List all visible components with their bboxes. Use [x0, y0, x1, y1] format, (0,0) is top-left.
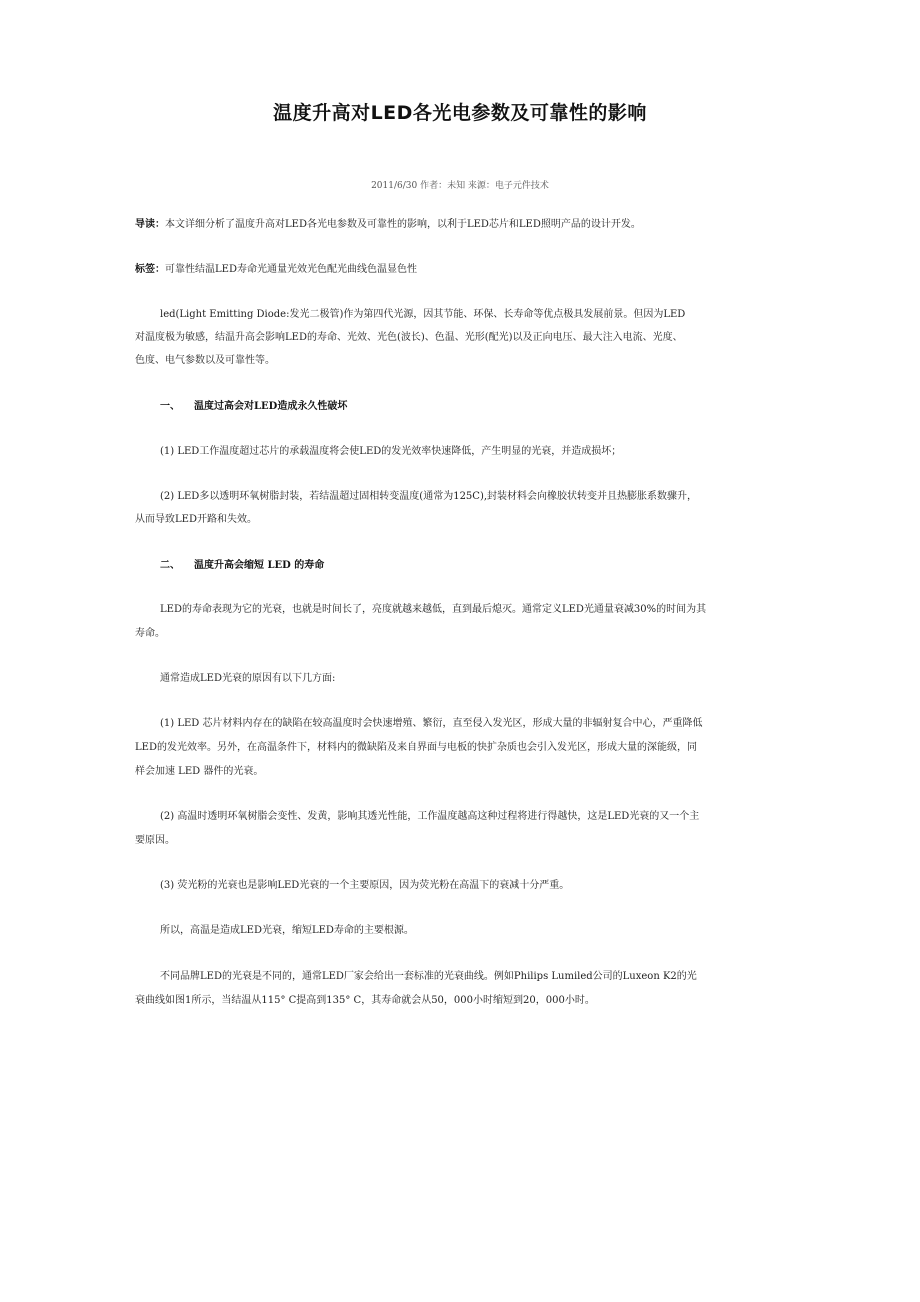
s2-paragraph-1-line-1: LED的寿命表现为它的光衰，也就是时间长了，亮度就越来越低，直到最后熄灭。通常定义LED光通量衰减30%的时间为其	[160, 604, 707, 615]
s2-paragraph-7-line-2: 衰曲线如图1所示，当结温从115° C提高到135° C，其寿命就会从50，000小时缩短到20，000小时。	[135, 995, 595, 1006]
s2-paragraph-1-line-2: 寿命。	[135, 628, 165, 639]
lead-paragraph	[135, 214, 785, 236]
section-2-number: 二、	[160, 560, 180, 571]
s2-paragraph-4-line-2: 要原因。	[135, 835, 175, 846]
s1-paragraph-2-line-2: 从而导致LED开路和失效。	[135, 514, 257, 525]
s2-paragraph-6: 所以，高温是造成LED光衰，缩短LED寿命的主要根源。	[160, 925, 414, 936]
section-1-title: 温度过高会对LED造成永久性破坏	[194, 401, 348, 412]
section-1-heading	[160, 396, 785, 418]
s1-paragraph-1: (1) LED工作温度超过芯片的承载温度将会使LED的发光效率快速降低，产生明显的光衰，并造成损坏；	[160, 446, 622, 457]
article-meta: 2011/6/30 作者：未知 来源：电子元件技术	[371, 181, 549, 191]
tags-paragraph	[135, 259, 785, 281]
s2-paragraph-3-line-1: (1) LED 芯片材料内存在的缺陷在较高温度时会快速增殖、繁衍，直至侵入发光区，形成大量的非辐射复合中心，严重降低	[160, 718, 703, 729]
lead-label: 导读：	[135, 219, 165, 230]
s2-paragraph-3-line-2: LED的发光效率。另外，在高温条件下，材料内的微缺陷及来自界面与电板的快扩杂质也会引入发光区，形成大量的深能级，同	[135, 742, 697, 753]
article-title: 温度升高对LED各光电参数及可靠性的影响	[273, 102, 647, 124]
s2-paragraph-2: 通常造成LED光衰的原因有以下几方面:	[160, 673, 336, 684]
tags-text: 可靠性结温LED寿命光通量光效光色配光曲线色温显色性	[165, 264, 417, 275]
section-2-title: 温度升高会缩短 LED 的寿命	[194, 560, 325, 571]
section-2-heading	[160, 555, 785, 577]
s1-paragraph-2-line-1: (2) LED多以透明环氧树脂封装，若结温超过固相转变温度(通常为125C),封装材料会向橡胶状转变并且热膨胀系数骤升，	[160, 491, 698, 502]
s2-paragraph-3-line-3: 样会加速 LED 器件的光衰。	[135, 766, 264, 777]
intro-line-2: 对温度极为敏感，结温升高会影响LED的寿命、光效、光色(波长)、色温、光形(配光)以及正向电压、最大注入电流、光度、	[135, 332, 683, 343]
s2-paragraph-4-line-1: (2) 高温时透明环氧树脂会变性、发黄，影响其透光性能，工作温度越高这种过程将进行得越快，这是LED光衰的又一个主	[160, 811, 700, 822]
section-1-number: 一、	[160, 401, 180, 412]
intro-line-1: led(Light Emitting Diode:发光二极管)作为第四代光源，因其节能、环保、长寿命等优点极具发展前景。但因为LED	[160, 309, 686, 320]
lead-text: 本文详细分析了温度升高对LED各光电参数及可靠性的影响，以利于LED芯片和LED照明产品的设计开发。	[165, 219, 641, 230]
s2-paragraph-7-line-1: 不同品牌LED的光衰是不同的，通常LED厂家会给出一套标准的光衰曲线。例如Philips Lumiled公司的Luxeon K2的光	[160, 971, 697, 982]
tags-label: 标签：	[135, 264, 165, 275]
s2-paragraph-5: (3) 荧光粉的光衰也是影响LED光衰的一个主要原因，因为荧光粉在高温下的衰减十分严重。	[160, 880, 570, 891]
intro-line-3: 色度、电气参数以及可靠性等。	[135, 355, 275, 366]
